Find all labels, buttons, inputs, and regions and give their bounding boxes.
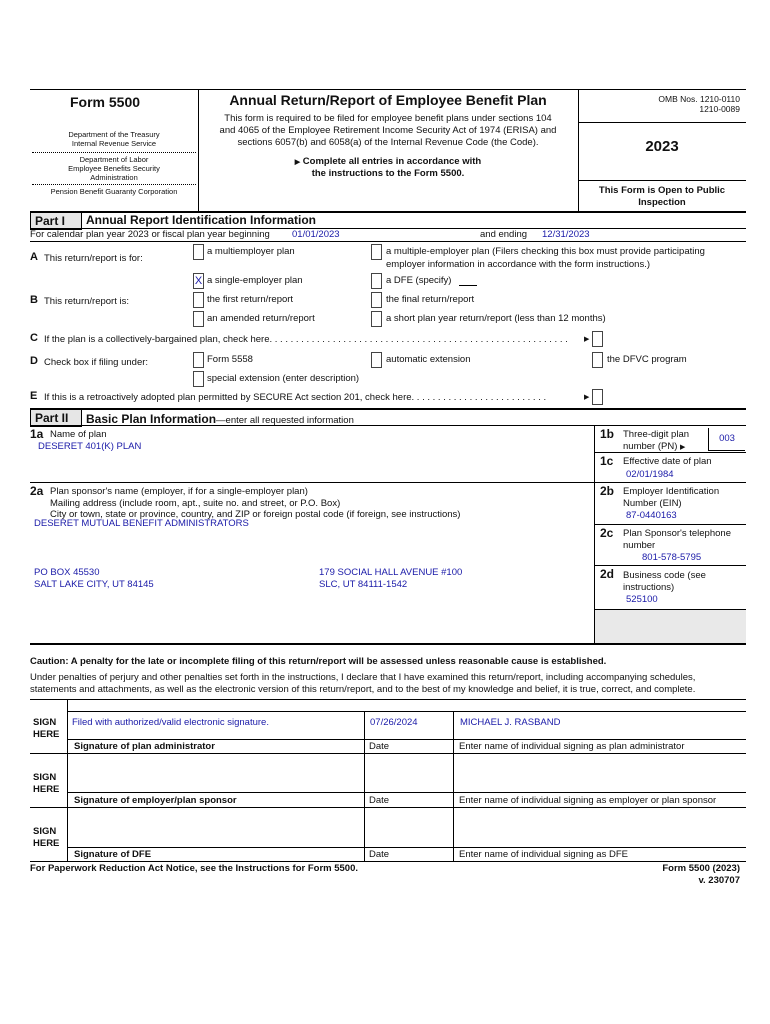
line-2b-num: 2b	[600, 484, 615, 498]
sig-label-dfe: Signature of DFE	[74, 849, 152, 860]
omb-number2: 1210-0089	[699, 104, 740, 114]
sponsor-name[interactable]: DESERET MUTUAL BENEFIT ADMINISTRATORS	[34, 518, 249, 529]
part2-title-suffix: —enter all requested information	[216, 415, 354, 426]
ending-text: and ending	[480, 229, 528, 240]
auto-extension-label: automatic extension	[386, 354, 471, 365]
plan-name[interactable]: DESERET 401(K) PLAN	[38, 441, 142, 452]
multiemployer-label: a multiemployer plan	[207, 246, 295, 257]
mailing-address-line2[interactable]: SALT LAKE CITY, UT 84145	[34, 579, 154, 590]
perjury-line1: Under penalties of perjury and other penalties set forth in the instructions, I declare that I have examined this return/report, including accompanying schedules,	[30, 672, 696, 683]
line-d-text: Check box if filing under:	[44, 357, 149, 368]
sign-here-2-here: HERE	[33, 784, 60, 795]
line-c-letter: C	[30, 332, 38, 344]
line-2c-text2: number	[623, 540, 656, 551]
line-2c-text1: Plan Sponsor's telephone	[623, 528, 731, 539]
multiple-employer-checkbox[interactable]	[371, 244, 382, 260]
line-1b-num: 1b	[600, 427, 615, 441]
ebsa-line2: Administration	[90, 173, 138, 182]
signature-date-1[interactable]: 07/26/2024	[370, 717, 418, 728]
line-a-text: This return/report is for:	[44, 253, 143, 264]
dfe-label: a DFE (specify)	[386, 275, 452, 286]
administrator-name[interactable]: MICHAEL J. RASBAND	[460, 717, 561, 728]
line-1a-text: Name of plan	[50, 429, 107, 440]
desc-line2: and 4065 of the Employee Retirement Income Security Act of 1974 (ERISA) and	[219, 125, 557, 136]
first-return-label: the first return/report	[207, 294, 294, 305]
line-d-letter: D	[30, 355, 38, 367]
auto-extension-checkbox[interactable]	[371, 352, 382, 368]
single-employer-label: a single-employer plan	[207, 275, 303, 286]
line-1c-text: Effective date of plan	[623, 456, 712, 467]
single-employer-checkbox[interactable]: X	[194, 275, 203, 287]
form-id-footer: Form 5500 (2023)	[662, 863, 740, 874]
form-version: v. 230707	[698, 875, 740, 886]
line-2a-text2: Mailing address (include room, apt., suite no. and street, or P.O. Box)	[50, 498, 341, 509]
short-year-label: a short plan year return/report (less than 12 months)	[386, 313, 606, 324]
irs: Internal Revenue Service	[71, 139, 157, 148]
street-address-line1[interactable]: 179 SOCIAL HALL AVENUE #100	[319, 567, 463, 578]
amended-return-label: an amended return/report	[207, 313, 315, 324]
arrow-right-icon: ▶	[680, 444, 686, 451]
sign-here-1-here: HERE	[33, 729, 60, 740]
desc-line1: This form is required to be filed for employee benefit plans under sections 104	[224, 113, 552, 124]
ebsa-line1: Employee Benefits Security	[68, 164, 160, 173]
line-2d-text2: instructions)	[623, 582, 675, 593]
special-extension-checkbox[interactable]	[193, 371, 204, 387]
calendar-year-text: For calendar plan year 2023 or fiscal plan year beginning	[30, 229, 270, 240]
form-5558-checkbox[interactable]	[193, 352, 204, 368]
line-1b-text1: Three-digit plan	[623, 429, 690, 440]
line-1a-num: 1a	[30, 427, 44, 441]
line-1b-text2	[623, 441, 685, 452]
part1-label: Part I	[30, 212, 82, 230]
paperwork-notice: For Paperwork Reduction Act Notice, see the Instructions for Form 5500.	[30, 863, 358, 874]
instructions-text: Complete all entries in accordance with	[302, 156, 482, 167]
tax-year: 2023	[645, 138, 679, 155]
sign-here-3-here: HERE	[33, 838, 60, 849]
name-label-administrator: Enter name of individual signing as plan administrator	[459, 741, 685, 752]
multiple-employer-label2: employer information in accordance with the form instructions.)	[386, 259, 651, 270]
dfvc-label: the DFVC program	[607, 354, 687, 365]
name-label-sponsor: Enter name of individual signing as employer or plan sponsor	[459, 795, 717, 806]
ein[interactable]: 87-0440163	[626, 510, 677, 521]
line-2a-text3: City or town, state or province, country, and ZIP or foreign postal code (if foreign, see instructions)	[50, 509, 461, 520]
sign-here-1-sign: SIGN	[33, 717, 57, 728]
dfvc-checkbox[interactable]	[592, 352, 603, 368]
amended-return-checkbox[interactable]	[193, 311, 204, 327]
part1-title: Annual Report Identification Information	[86, 213, 316, 227]
line-2a-num: 2a	[30, 484, 44, 498]
line-2d-text1: Business code (see	[623, 570, 706, 581]
special-extension-label: special extension (enter description)	[207, 373, 360, 384]
dfe-checkbox[interactable]	[371, 273, 382, 289]
date-label-1: Date	[369, 741, 390, 752]
street-address-line2[interactable]: SLC, UT 84111-1542	[319, 579, 408, 590]
sig-label-administrator: Signature of plan administrator	[74, 741, 215, 752]
name-label-dfe: Enter name of individual signing as DFE	[459, 849, 628, 860]
business-code[interactable]: 525100	[626, 594, 658, 605]
effective-date[interactable]: 02/01/1984	[626, 469, 674, 480]
dept-treasury: Department of the Treasury	[68, 130, 160, 139]
arrow-right-icon: ▶	[294, 159, 301, 166]
line-b-letter: B	[30, 294, 38, 306]
arrow-right-icon: ▶	[584, 336, 590, 343]
line-2d-num: 2d	[600, 567, 615, 581]
date-label-3: Date	[369, 849, 390, 860]
omb-number1: OMB Nos. 1210-0110	[658, 94, 740, 104]
plan-year-begin[interactable]: 01/01/2023	[292, 229, 340, 240]
plan-number[interactable]: 003	[708, 428, 745, 451]
sign-here-3-sign: SIGN	[33, 826, 57, 837]
arrow-right-icon: ▶	[584, 394, 590, 401]
plan-year-end[interactable]: 12/31/2023	[542, 229, 590, 240]
line-c-text: If the plan is a collectively-bargained plan, check here. . . . . . . . . . . . . . . . . . . . . . . . . . . . . . . . . . . . . . . . . . . . . . . . . . . . . . . . .	[44, 334, 568, 345]
line-2b-text2: Number (EIN)	[623, 498, 682, 509]
short-year-checkbox[interactable]	[371, 311, 382, 327]
perjury-line2: statements and attachments, as well as the electronic version of this return/report, and to the best of my knowledge and belief, it is true, correct, and complete.	[30, 684, 696, 695]
line-1b-text2-label: number (PN)	[623, 441, 678, 452]
mailing-address-line1[interactable]: PO BOX 45530	[34, 567, 100, 578]
final-return-label: the final return/report	[386, 294, 475, 305]
line-2a-text1: Plan sponsor's name (employer, if for a single-employer plan)	[50, 486, 308, 497]
dept-labor: Department of Labor	[79, 155, 149, 164]
sign-here-2-sign: SIGN	[33, 772, 57, 783]
public-inspection-line2: Inspection	[638, 197, 686, 208]
instructions-line1	[198, 156, 578, 167]
line-2b-text1: Employer Identification	[623, 486, 720, 497]
caution-text: Caution: A penalty for the late or incomplete filing of this return/report will be assessed unless reasonable cause is established.	[30, 656, 607, 667]
desc-line3: sections 6057(b) and 6058(a) of the Internal Revenue Code (the Code).	[237, 137, 539, 148]
multiemployer-checkbox[interactable]	[193, 244, 204, 260]
secure-act-checkbox[interactable]	[592, 389, 603, 405]
pbgc: Pension Benefit Guaranty Corporation	[50, 187, 178, 196]
line-e-letter: E	[30, 390, 38, 402]
sponsor-phone[interactable]: 801-578-5795	[642, 552, 702, 563]
part2-label: Part II	[30, 409, 82, 427]
sig-label-sponsor: Signature of employer/plan sponsor	[74, 795, 237, 806]
part2-title-bold: Basic Plan Information	[86, 412, 217, 426]
form-title: Form 5500	[70, 94, 141, 110]
line-b-text: This return/report is:	[44, 296, 129, 307]
instructions-line2: the instructions to the Form 5500.	[311, 168, 465, 179]
collective-bargain-checkbox[interactable]	[592, 331, 603, 347]
efiled-signature[interactable]: Filed with authorized/valid electronic signature.	[72, 717, 269, 728]
line-2c-num: 2c	[600, 526, 614, 540]
public-inspection-line1: This Form is Open to Public	[598, 185, 726, 196]
main-title: Annual Return/Report of Employee Benefit Plan	[229, 92, 547, 108]
final-return-checkbox[interactable]	[371, 292, 382, 308]
date-label-2: Date	[369, 795, 390, 806]
multiple-employer-label1: a multiple-employer plan (Filers checking this box must provide participating	[386, 246, 705, 257]
line-1c-num: 1c	[600, 454, 614, 468]
line-e-text: If this is a retroactively adopted plan permitted by SECURE Act section 201, check here. . . . . . . . . . . . . . . . . . . . . . . . . .	[44, 392, 547, 403]
form-5558-label: Form 5558	[207, 354, 253, 365]
first-return-checkbox[interactable]	[193, 292, 204, 308]
line-a-letter: A	[30, 251, 38, 263]
